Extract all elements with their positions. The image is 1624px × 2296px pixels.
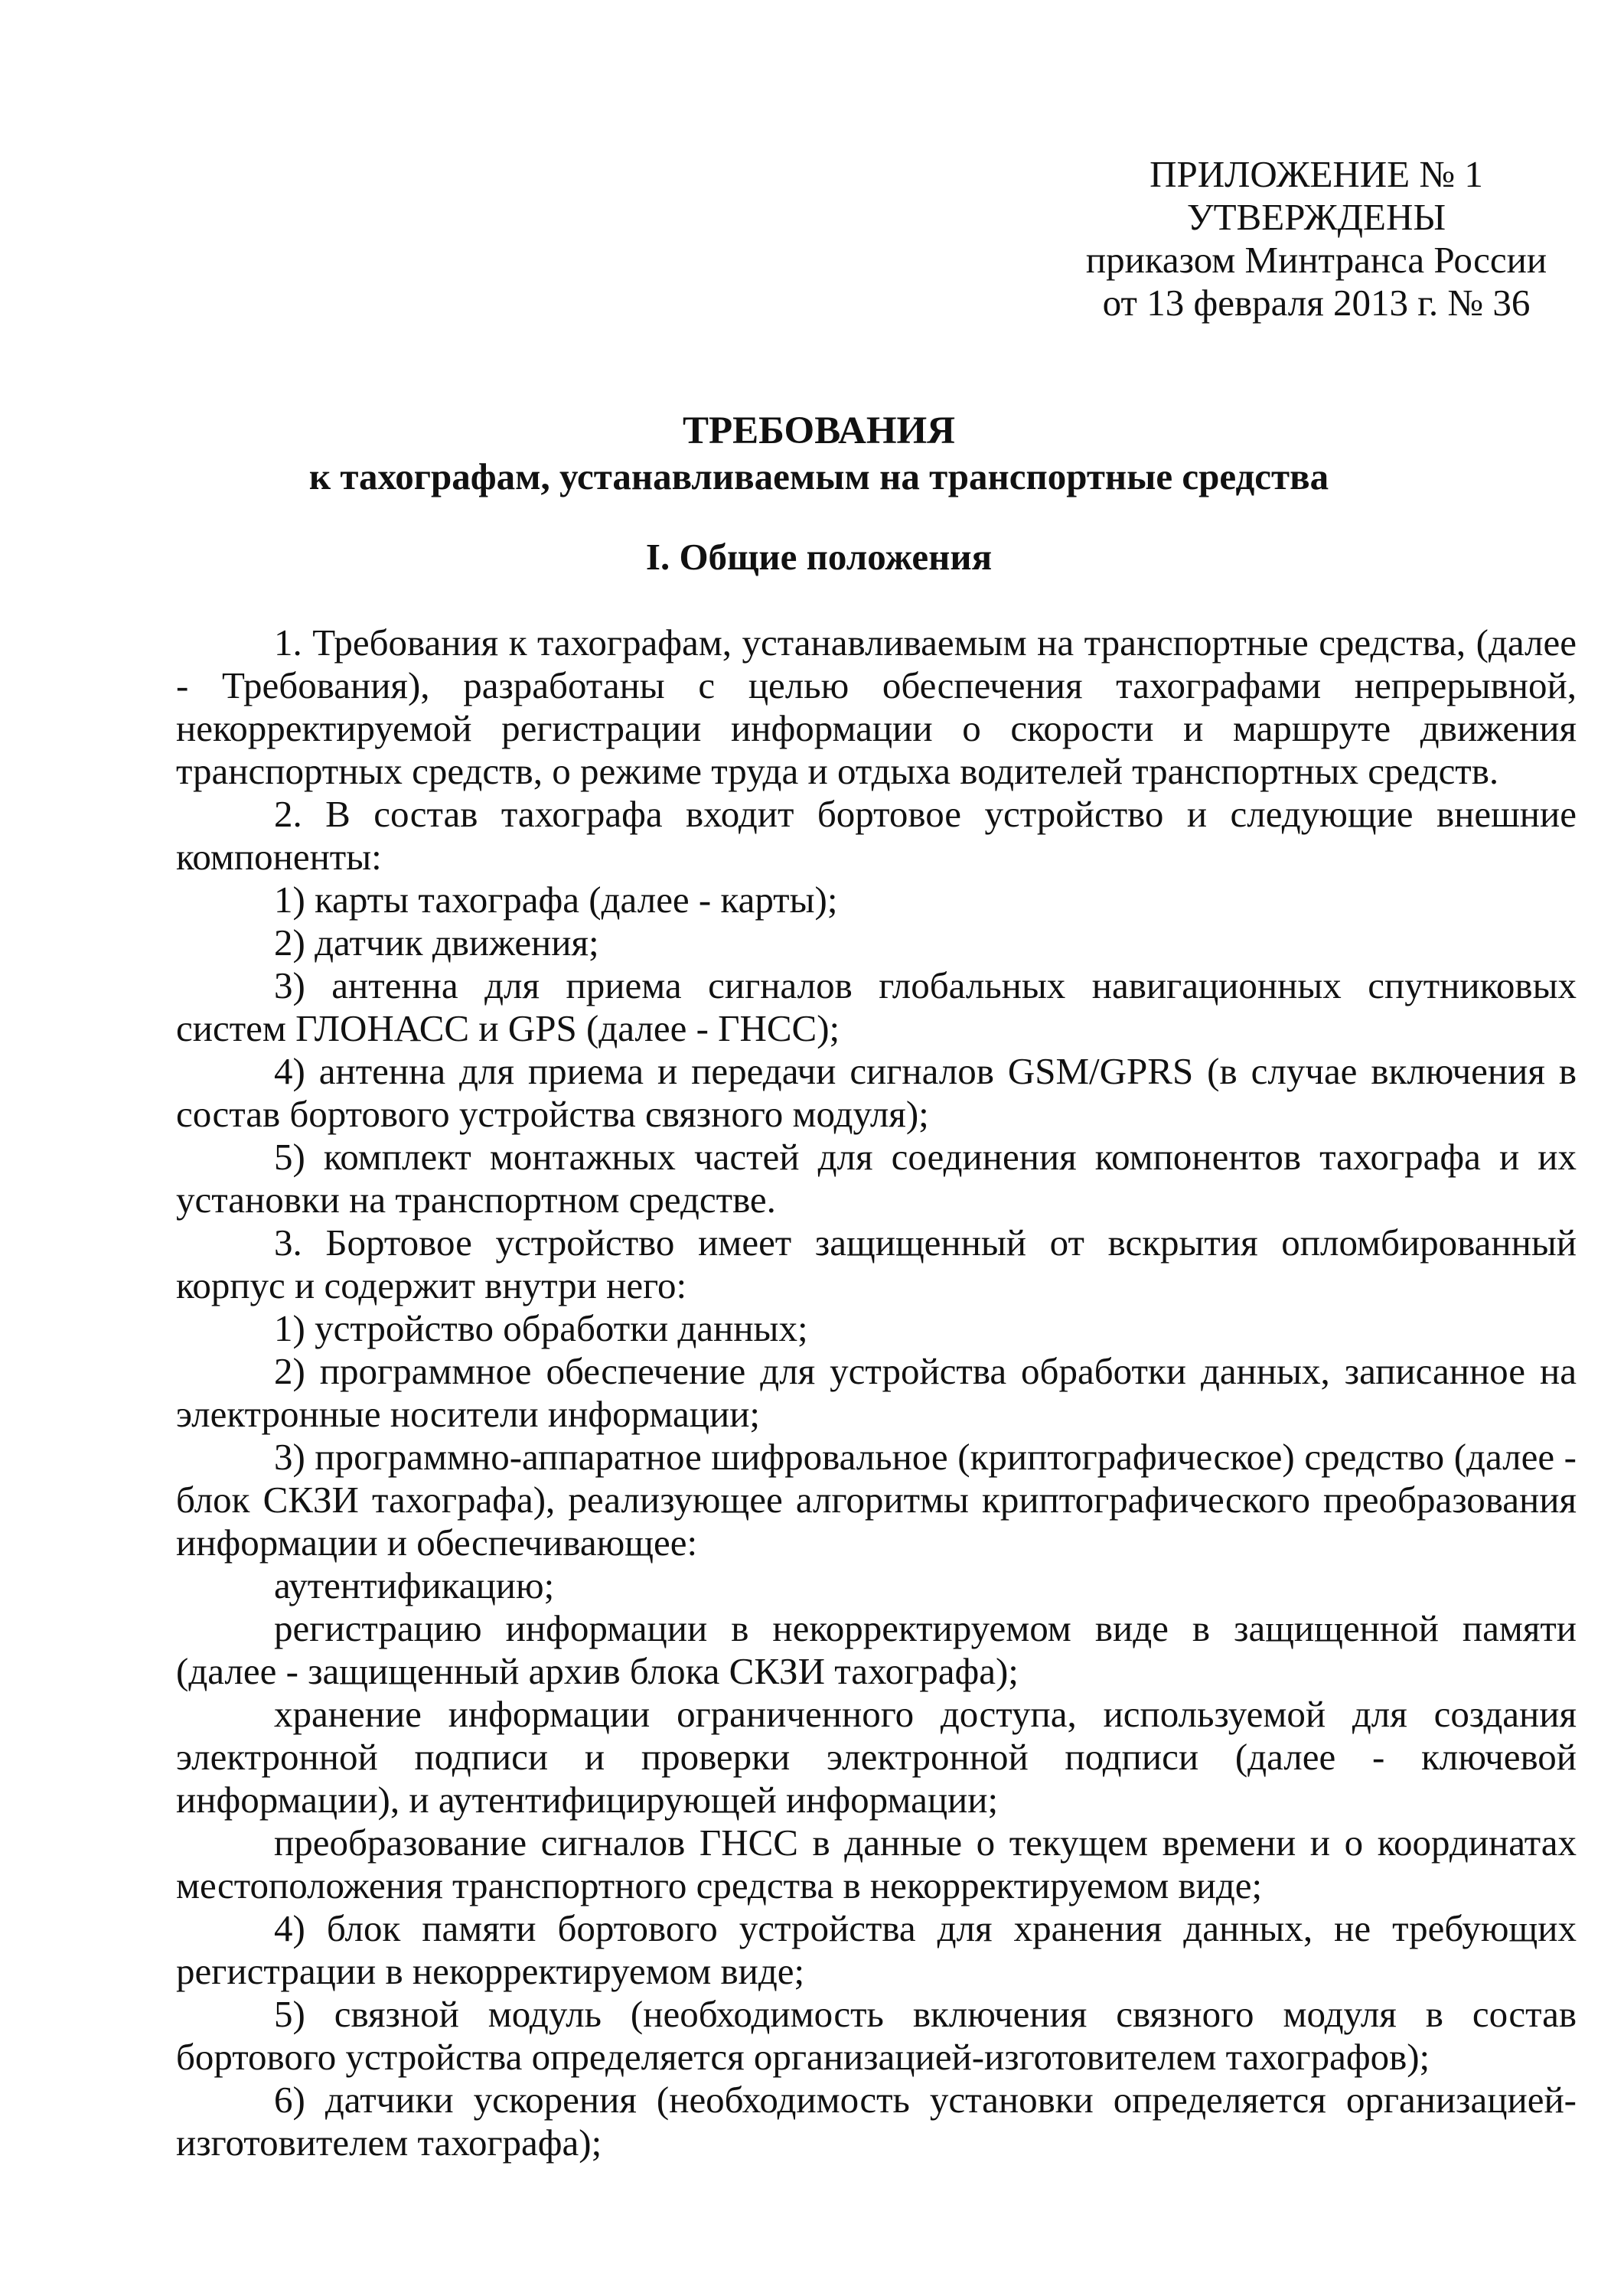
order-issuer: приказом Минтранса России [1085, 239, 1547, 281]
document-body [176, 621, 1577, 2164]
paragraph: 5) связной модуль (необходимость включения связного модуля в состав бортового устройства определяется организацией-изготовителем тахографов); [176, 1993, 1577, 2078]
paragraph: хранение информации ограниченного доступа, используемой для создания электронной подписи и проверки электронной подписи (далее - ключевой информации), и аутентифицирующей информации; [176, 1693, 1577, 1821]
paragraph: регистрацию информации в некорректируемом виде в защищенной памяти (далее - защищенный архив блока СКЗИ тахографа); [176, 1607, 1577, 1692]
paragraph: 5) комплект монтажных частей для соединения компонентов тахографа и их установки на транспортном средстве. [176, 1136, 1577, 1221]
paragraph: 1. Требования к тахографам, устанавливаемым на транспортные средства, (далее - Требования), разработаны с целью обеспечения тахографами непрерывной, некорректируемой регистрации информации о скорости и маршруте движения транспортных средств, о режиме труда и отдыха водителей транспортных средств. [176, 621, 1577, 792]
paragraph: 6) датчики ускорения (необходимость установки определяется организацией-изготовителем тахографа); [176, 2079, 1577, 2164]
paragraph: 3) антенна для приема сигналов глобальных навигационных спутниковых систем ГЛОНАСС и GPS (далее - ГНСС); [176, 964, 1577, 1049]
paragraph: 3. Бортовое устройство имеет защищенный от вскрытия опломбированный корпус и содержит внутри него: [176, 1221, 1577, 1306]
paragraph: аутентификацию; [274, 1564, 555, 1606]
paragraph: 1) устройство обработки данных; [274, 1307, 808, 1349]
paragraph: 2) датчик движения; [274, 921, 599, 964]
paragraph: 1) карты тахографа (далее - карты); [274, 879, 838, 921]
paragraph: 4) блок памяти бортового устройства для хранения данных, не требующих регистрации в некорректируемом виде; [176, 1907, 1577, 1992]
approved-label: УТВЕРЖДЕНЫ [1186, 196, 1446, 238]
section-heading: I. Общие положения [645, 536, 993, 578]
paragraph: 2. В состав тахографа входит бортовое устройство и следующие внешние компоненты: [176, 793, 1577, 878]
approval-block [1056, 153, 1577, 325]
paragraph: 2) программное обеспечение для устройства обработки данных, записанное на электронные носители информации; [176, 1350, 1577, 1435]
appendix-number: ПРИЛОЖЕНИЕ № 1 [1150, 153, 1483, 195]
document-title: ТРЕБОВАНИЯ [682, 409, 956, 452]
paragraph: преобразование сигналов ГНСС в данные о текущем времени и о координатах местоположения транспортного средства в некорректируемом виде; [176, 1821, 1577, 1906]
paragraph: 3) программно-аппаратное шифровальное (криптографическое) средство (далее - блок СКЗИ тахографа), реализующее алгоритмы криптографического преобразования информации и обеспечивающее: [176, 1436, 1577, 1564]
paragraph: 4) антенна для приема и передачи сигналов GSM/GPRS (в случае включения в состав бортового устройства связного модуля); [176, 1050, 1577, 1135]
order-date: от 13 февраля 2013 г. № 36 [1102, 282, 1531, 324]
title-block [168, 409, 1469, 498]
document-subtitle: к тахографам, устанавливаемым на транспортные средства [308, 455, 1329, 497]
